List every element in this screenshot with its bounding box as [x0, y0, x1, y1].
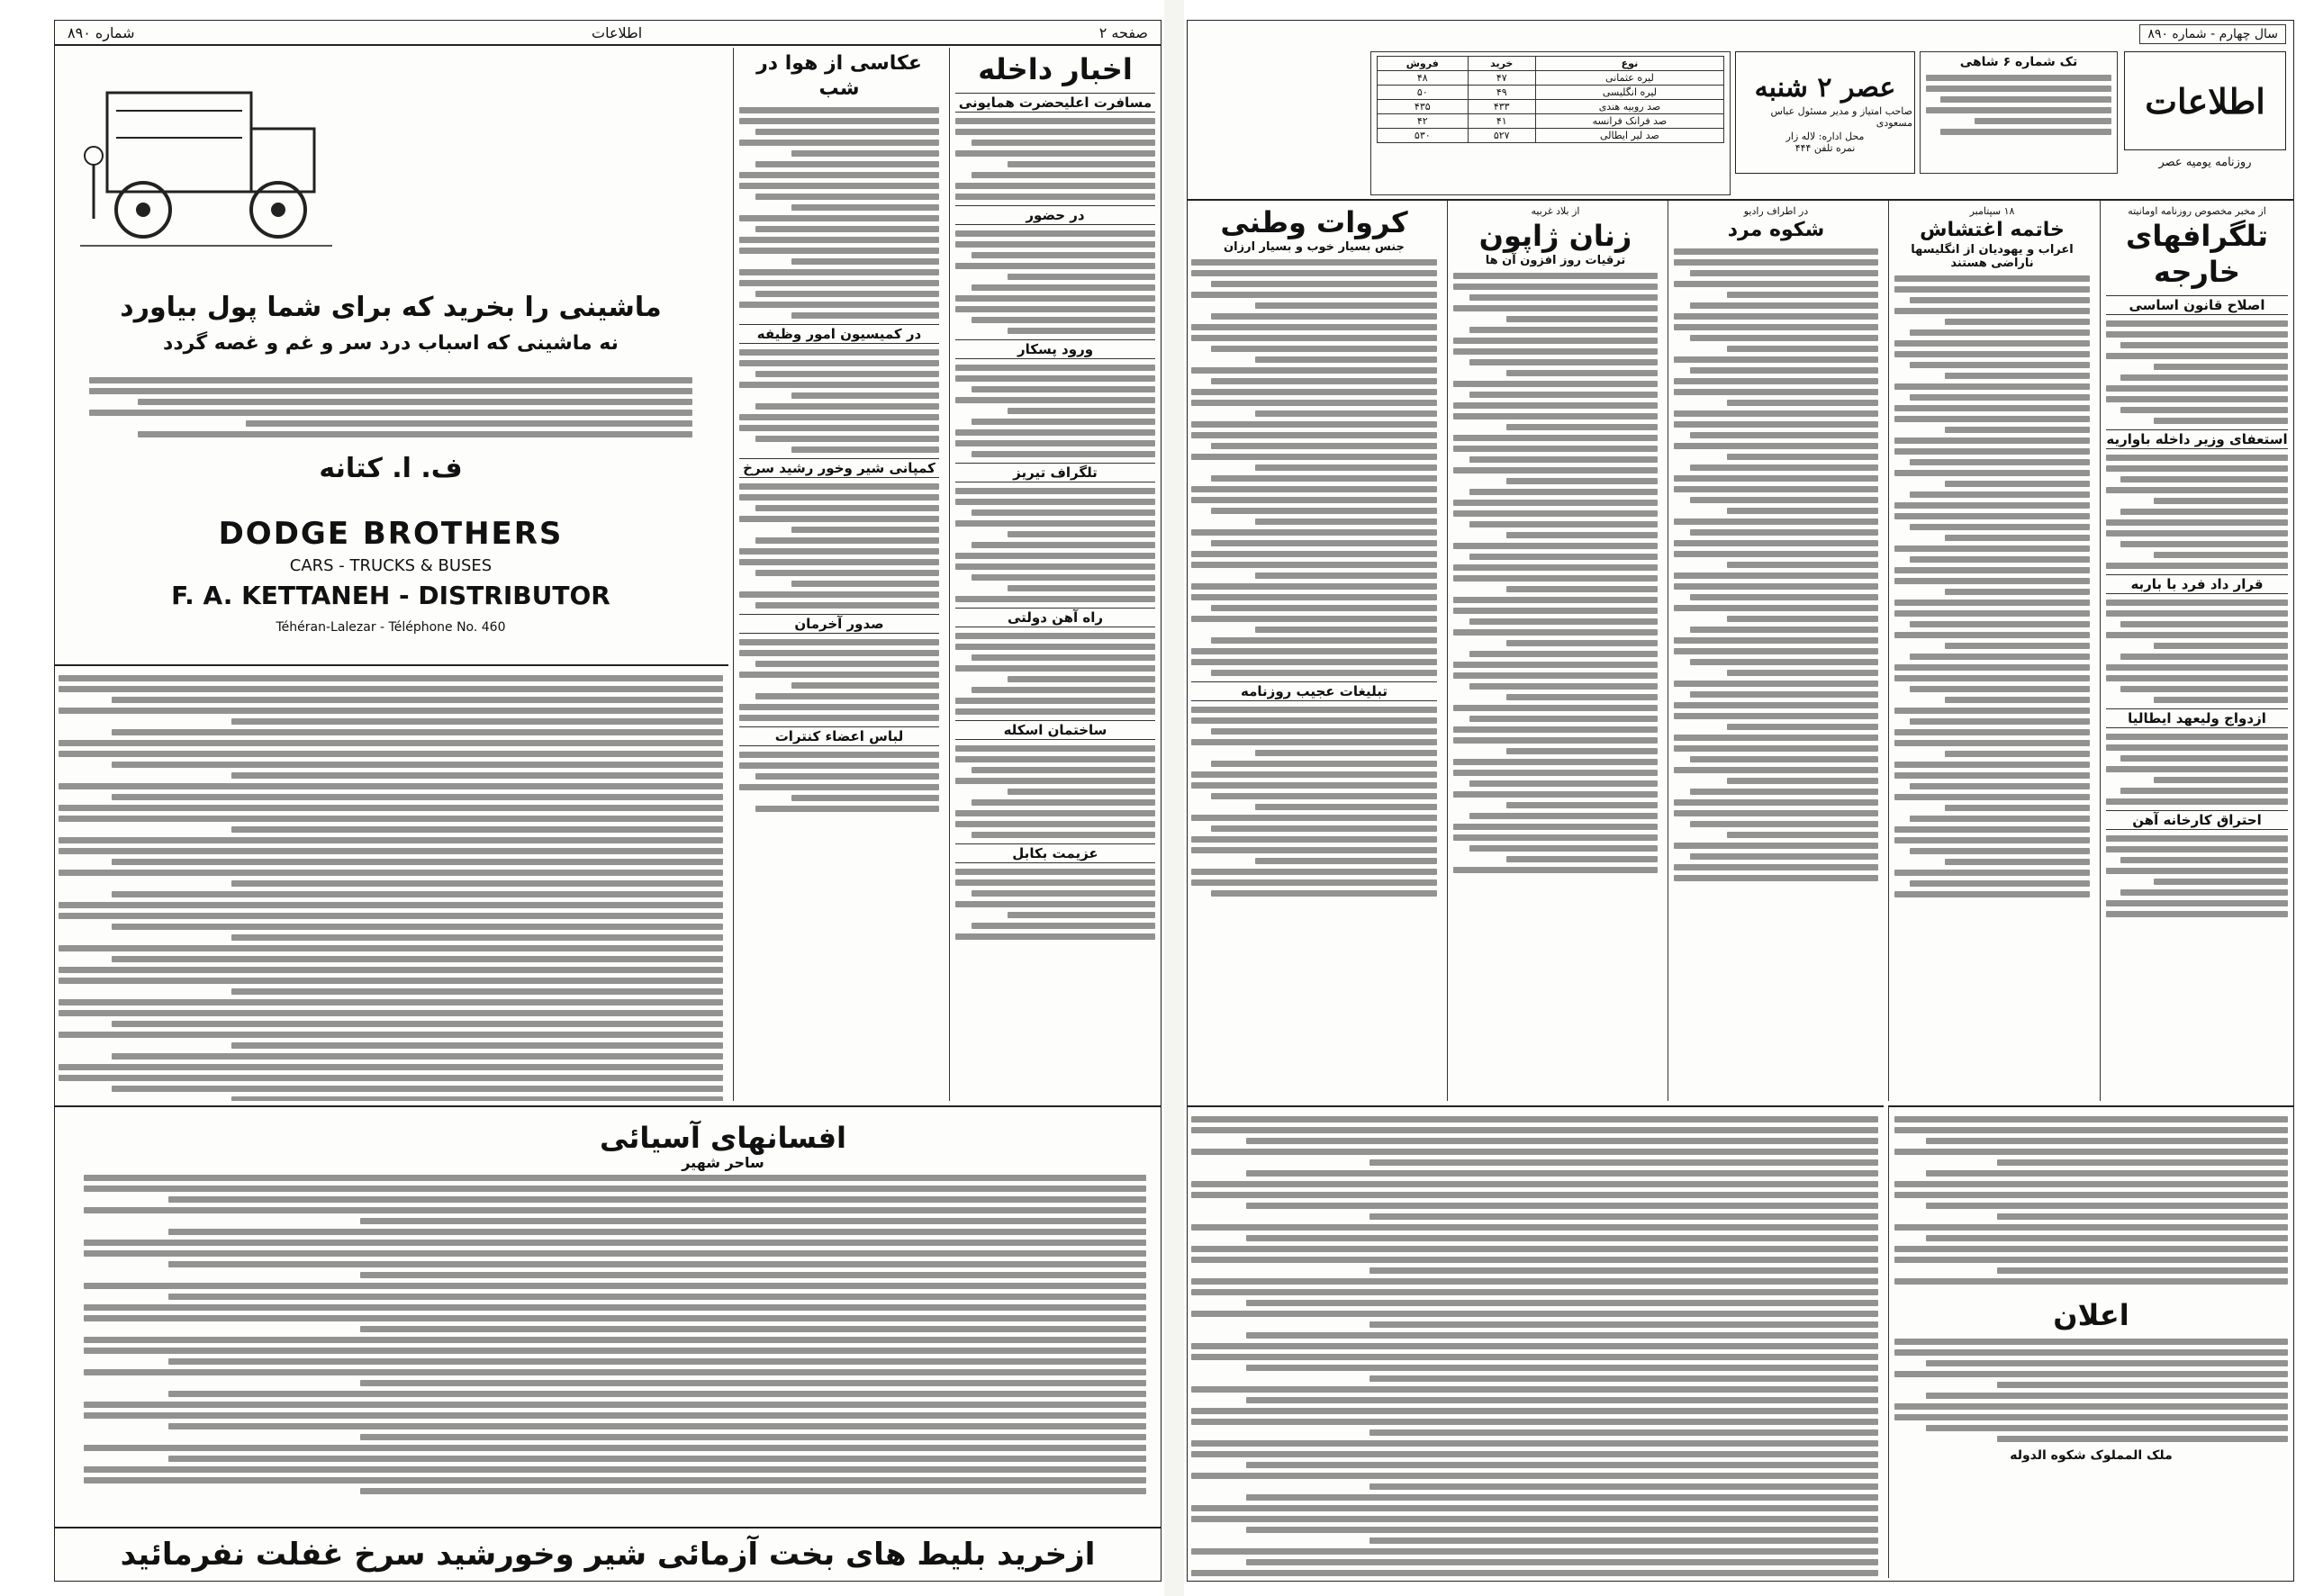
section-tag: از مخبر مخصوص روزنامه اومانیته: [2128, 205, 2266, 217]
notice-header: اعلان: [2053, 1298, 2129, 1332]
rates-row: [1378, 114, 1724, 129]
exchange-rates-table: [1370, 51, 1731, 195]
rate-currency: لیره انگلیسی: [1535, 86, 1723, 100]
rate-sell: ۴۲: [1378, 114, 1469, 129]
subscription-info-box: [1920, 51, 2118, 174]
truck-illustration: [71, 57, 341, 282]
masthead-logo: [2124, 51, 2286, 150]
rate-currency: صد روبیه هندی: [1535, 100, 1723, 114]
telegram-subhead: ازدواج ولیعهد ایطالیا: [2106, 708, 2288, 728]
page-gutter: [1164, 0, 1184, 1596]
unrest-ended-header: خاتمه اغتشاش: [1920, 219, 2065, 241]
classified-notices-block: [54, 664, 728, 1101]
news-item-title: راه آهن دولتی: [955, 608, 1155, 627]
news-item-title: ورود پسکار: [955, 339, 1155, 359]
car-ad-subhead: نه ماشینی که اسباب درد سر و غم و غصه گردد: [163, 332, 619, 355]
rate-sell: ۴۳۵: [1378, 100, 1469, 114]
edition-day: عصر ۲ شنبه: [1754, 71, 1896, 104]
news-item-title: مسافرت اعلیحضرت همایونی: [955, 93, 1155, 113]
telegram-subhead: قرار داد فرد با باربه: [2106, 574, 2288, 594]
rate-buy: ۴۹: [1468, 86, 1535, 100]
single-issue-price: تک شماره ۶ شاهی: [1959, 55, 2078, 69]
rates-row: [1378, 86, 1724, 100]
national-ties-subhead: جنس بسیار خوب و بسیار ارزان: [1224, 240, 1405, 254]
notice-block: [1888, 1105, 2293, 1578]
notice-signature: ملک المملوک شکوه الدوله: [2010, 1448, 2173, 1463]
news-item-title: عزیمت بکابل: [955, 843, 1155, 863]
rates-header-sell: فروش: [1378, 57, 1469, 71]
rates-header-type: نوع: [1535, 57, 1723, 71]
rates-row: [1378, 129, 1724, 143]
rate-buy: ۴۱: [1468, 114, 1535, 129]
aerial-photo-column: [733, 48, 945, 1101]
office-phone: نمره تلفن ۴۴۴: [1794, 141, 1856, 154]
foreign-telegrams-header: تلگرافهای خارجه: [2126, 219, 2268, 289]
mans-glory-column: [1668, 201, 1884, 1101]
japanese-women-header: زنان ژاپون: [1478, 219, 1632, 253]
left-paper-name: اطلاعات: [592, 23, 643, 41]
national-ties-column: [1187, 201, 1442, 1101]
japanese-women-column: [1447, 201, 1663, 1101]
rate-sell: ۴۸: [1378, 71, 1469, 86]
rate-sell: ۵۰: [1378, 86, 1469, 100]
edition-box: [1735, 51, 1915, 174]
asian-stories-section: [54, 1105, 1161, 1524]
left-running-head: [55, 21, 1161, 46]
stories-header: افسانهای آسیائی: [599, 1121, 847, 1155]
rate-buy: ۵۲۷: [1468, 129, 1535, 143]
volume-label: سال چهارم - شماره ۸۹۰: [2139, 24, 2286, 44]
column-subhead: در کمیسیون امور وظیفه: [739, 324, 939, 344]
mans-glory-header: شکوه مرد: [1727, 219, 1825, 241]
right-newspaper-page: [1187, 20, 2294, 1582]
rate-currency: صد فرانک فرانسه: [1535, 114, 1723, 129]
misc-header: تبلیغات عجیب روزنامه: [1191, 681, 1437, 701]
japanese-women-subhead: ترقیات روز افزون آن ها: [1485, 254, 1626, 267]
office-address: محل اداره: لاله زار: [1785, 130, 1865, 142]
car-ad-headline: ماشینی را بخرید که برای شما پول بیاورد: [120, 292, 662, 323]
masthead-paper-name: اطلاعات: [2145, 80, 2265, 122]
aerial-photo-header: عکاسی از هوا در شب: [756, 52, 922, 100]
news-item-title: تلگراف تیریز: [955, 463, 1155, 482]
left-page-number: صفحه ۲: [1098, 23, 1148, 41]
rates-header-buy: خرید: [1468, 57, 1535, 71]
owner-line: صاحب امتیاز و مدیر مسئول عباس مسعودی: [1770, 104, 1912, 129]
section-tag: در اطراف رادیو: [1743, 205, 1809, 217]
telegram-subhead: اصلاح قانون اساسی: [2106, 295, 2288, 315]
rate-currency: صد لیر ایطالی: [1535, 129, 1723, 143]
masthead-subtitle: روزنامه یومیه عصر: [2158, 156, 2252, 169]
car-ad-products: CARS - TRUCKS & BUSES: [289, 556, 493, 575]
telegram-subhead: احتراق کارخانه آهن: [2106, 810, 2288, 830]
domestic-news-header: اخبار داخله: [978, 52, 1133, 86]
lower-text-block: [1187, 1105, 1884, 1578]
telegram-subhead: استعفای وزیر داخله باواریه: [2106, 431, 2288, 447]
car-ad-signature: ف. ا. کتانه: [319, 453, 463, 484]
rates-row: [1378, 71, 1724, 86]
left-newspaper-page: [54, 20, 1162, 1582]
domestic-news-column: [949, 48, 1161, 1101]
rate-currency: لیره عثمانی: [1535, 71, 1723, 86]
rates-row: [1378, 100, 1724, 114]
rate-buy: ۴۷: [1468, 71, 1535, 86]
lottery-banner: ازخرید بلیط های بخت آزمائی شیر وخورشید سرخ غفلت نفرمائید: [55, 1527, 1161, 1581]
column-subhead: صدور آخرمان: [739, 614, 939, 634]
car-ad-distributor: F. A. KETTANEH - DISTRIBUTOR: [171, 581, 610, 610]
car-ad-brand: DODGE BROTHERS: [218, 516, 564, 552]
dodge-car-advertisement: [54, 48, 728, 660]
rate-sell: ۵۳۰: [1378, 129, 1469, 143]
column-subhead: لباس اعضاء کنترات: [739, 726, 939, 746]
news-item-title: ساختمان اسکله: [955, 720, 1155, 740]
unrest-ended-subhead: اعراب و یهودیان از انگلیسها ناراضی هستند: [1911, 243, 2074, 270]
national-ties-header: کروات وطنی: [1220, 205, 1408, 239]
stories-subhead: ساحر شهیر: [682, 1154, 764, 1171]
left-issue-number: شماره ۸۹۰: [68, 23, 135, 41]
column-date: ۱۸ سپتامبر: [1969, 205, 2015, 217]
column-subhead: کمپانی شیر وخور رشید سرخ: [739, 458, 939, 478]
section-tag: از بلاد غربیه: [1531, 205, 1580, 217]
unrest-ended-column: [1888, 201, 2095, 1101]
car-ad-address: Téhéran-Lalezar - Téléphone No. 460: [276, 620, 506, 635]
foreign-telegrams-column: [2100, 201, 2293, 1101]
rate-buy: ۴۳۳: [1468, 100, 1535, 114]
news-item-title: در حضور: [955, 205, 1155, 225]
